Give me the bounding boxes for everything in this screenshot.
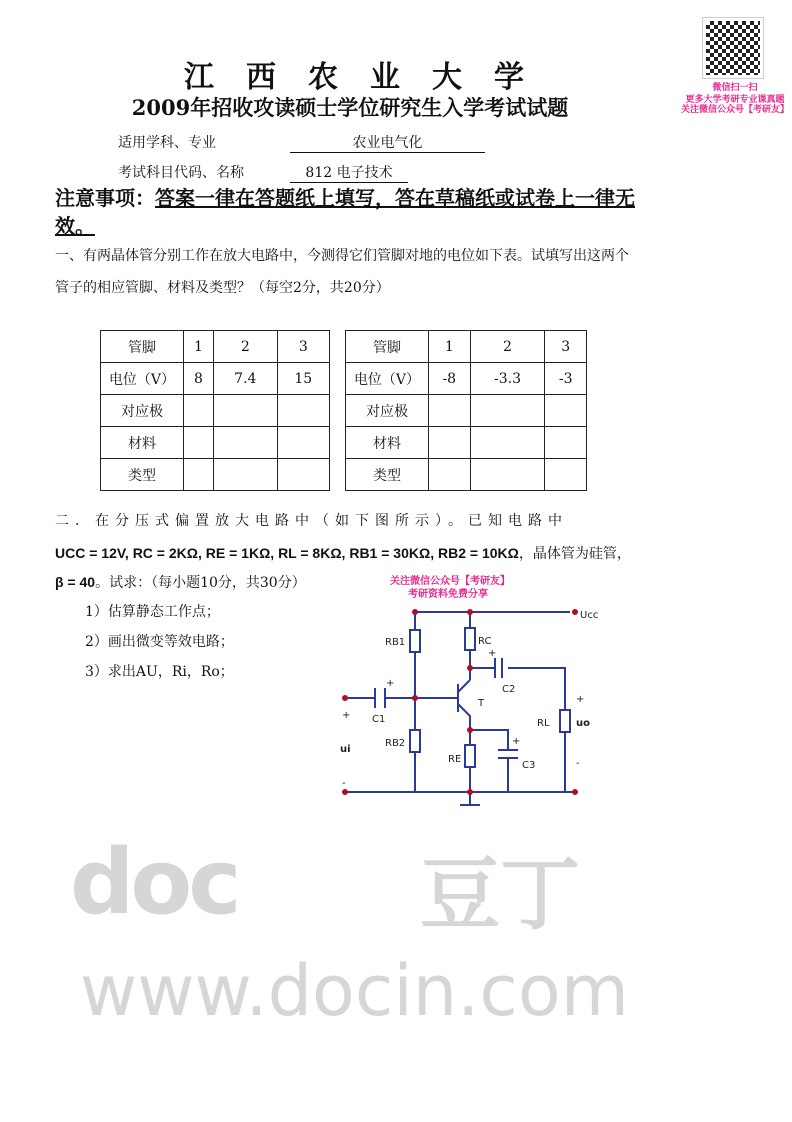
table-cell: 管脚 bbox=[346, 331, 429, 363]
label-ui: ui bbox=[340, 744, 351, 755]
resistor-rb1 bbox=[410, 630, 420, 652]
table-cell: 电位（V） bbox=[101, 363, 184, 395]
table-cell bbox=[545, 459, 587, 491]
label-c1-plus: + bbox=[386, 678, 395, 689]
watermark-logo: doc bbox=[70, 830, 238, 935]
label-c3: C3 bbox=[522, 760, 536, 771]
label-re: RE bbox=[448, 754, 462, 765]
label-c2: C2 bbox=[502, 684, 516, 695]
label-rb2: RB2 bbox=[385, 738, 406, 749]
table-cell: 类型 bbox=[101, 459, 184, 491]
label-rc: RC bbox=[478, 636, 492, 647]
label-t: T bbox=[478, 698, 485, 709]
q2-params: UCC = 12V, RC = 2KΩ, RE = 1KΩ, RL = 8KΩ, RB1 = 30KΩ, RB2 = 10KΩ bbox=[55, 545, 519, 561]
notice bbox=[55, 184, 645, 240]
table-row bbox=[346, 459, 587, 491]
q1-text: 一、有两晶体管分别工作在放大电路中，今测得它们管脚对地的电位如下表。试填写出这两个管子的相应管脚、材料及类型？（每空2分，共20分） bbox=[55, 248, 629, 296]
label-ucc: Ucc bbox=[580, 610, 599, 621]
subject-label: 适用学科、专业 bbox=[118, 135, 216, 151]
table-cell bbox=[470, 395, 545, 427]
label-in-plus: + bbox=[342, 710, 351, 721]
overlay-2: 考研资料免费分享 bbox=[408, 589, 488, 600]
notice-text: 答案一律在答题纸上填写，答在草稿纸或试卷上一律无效。 bbox=[55, 186, 635, 238]
watermark-mark: 豆丁 bbox=[420, 848, 580, 941]
table-cell bbox=[277, 395, 329, 427]
q2-item-1: 1）估算静态工作点； bbox=[85, 604, 220, 620]
notice-prefix: 注意事项： bbox=[55, 186, 155, 210]
table-row bbox=[346, 427, 587, 459]
qr-caption1: 微信扫一扫 bbox=[712, 83, 758, 93]
table-cell bbox=[214, 395, 278, 427]
code-value: 812 电子技术 bbox=[290, 162, 408, 183]
qr-caption2: 更多大学考研专业课真题 bbox=[685, 95, 785, 105]
table-cell: 管脚 bbox=[101, 331, 184, 363]
table-row bbox=[101, 427, 330, 459]
table-row bbox=[101, 331, 330, 363]
resistor-rl bbox=[560, 710, 570, 732]
table-cell: 电位（V） bbox=[346, 363, 429, 395]
table-row bbox=[346, 363, 587, 395]
table-row bbox=[346, 395, 587, 427]
table-cell: 1 bbox=[429, 331, 471, 363]
table-cell: -3 bbox=[545, 363, 587, 395]
table-cell: -8 bbox=[429, 363, 471, 395]
circuit-wires bbox=[345, 612, 575, 805]
resistor-rb2 bbox=[410, 730, 420, 752]
q2-line2-tail: ，晶体管为硅管， bbox=[518, 546, 631, 562]
q2-line3-text: 。试求：（每小题10分，共30分） bbox=[95, 575, 306, 591]
table-cell: 2 bbox=[470, 331, 545, 363]
resistor-re bbox=[465, 745, 475, 767]
table-cell: -3.3 bbox=[470, 363, 545, 395]
label-rl: RL bbox=[537, 718, 550, 729]
table-cell bbox=[184, 427, 214, 459]
table-cell: 2 bbox=[214, 331, 278, 363]
table-cell: 7.4 bbox=[214, 363, 278, 395]
label-c3-plus: + bbox=[512, 736, 521, 747]
table-cell: 3 bbox=[277, 331, 329, 363]
exam-subtitle: 2009年招收攻读硕士学位研究生入学考试试题 bbox=[131, 95, 569, 120]
label-out-plus: + bbox=[576, 694, 585, 705]
code-label: 考试科目代码、名称 bbox=[118, 165, 244, 181]
table-cell: 材料 bbox=[346, 427, 429, 459]
q2-item-2: 2）画出微变等效电路； bbox=[85, 634, 234, 650]
table-row bbox=[101, 459, 330, 491]
table-cell bbox=[470, 459, 545, 491]
table-cell: 3 bbox=[545, 331, 587, 363]
table-cell: 对应极 bbox=[346, 395, 429, 427]
table-cell bbox=[429, 459, 471, 491]
table-cell bbox=[470, 427, 545, 459]
label-uo: uo bbox=[576, 718, 590, 729]
table-cell bbox=[545, 395, 587, 427]
table-cell: 材料 bbox=[101, 427, 184, 459]
table-cell bbox=[184, 395, 214, 427]
resistor-rc bbox=[465, 628, 475, 650]
q2-line3 bbox=[55, 566, 306, 599]
table-cell bbox=[429, 427, 471, 459]
beta-eq: β = 40 bbox=[55, 574, 96, 590]
table-row bbox=[346, 331, 587, 363]
label-c1: C1 bbox=[372, 714, 386, 725]
subject-value: 农业电气化 bbox=[290, 132, 485, 153]
qr-caption3: 关注微信公众号【考研友】 bbox=[680, 105, 789, 115]
table-cell: 15 bbox=[277, 363, 329, 395]
table-cell: 8 bbox=[184, 363, 214, 395]
table-cell bbox=[277, 459, 329, 491]
table-cell bbox=[184, 459, 214, 491]
table-cell: 1 bbox=[184, 331, 214, 363]
table-row bbox=[101, 363, 330, 395]
label-in-minus: - bbox=[342, 778, 346, 789]
pin-table-1 bbox=[100, 330, 330, 491]
label-c2-plus: + bbox=[488, 648, 497, 659]
table-cell bbox=[545, 427, 587, 459]
university-title: 江西农业大学 bbox=[184, 60, 556, 95]
table-cell: 类型 bbox=[346, 459, 429, 491]
table-cell bbox=[214, 459, 278, 491]
amplifier-circuit bbox=[330, 600, 620, 820]
overlay-1: 关注微信公众号【考研友】 bbox=[390, 576, 510, 587]
table-cell bbox=[214, 427, 278, 459]
table-cell: 对应极 bbox=[101, 395, 184, 427]
pin-table-2 bbox=[345, 330, 587, 491]
q2-line1: 二．在分压式偏置放大电路中（如下图所示）。已知电路中 bbox=[55, 513, 568, 529]
table-row bbox=[101, 395, 330, 427]
label-rb1: RB1 bbox=[385, 637, 406, 648]
label-out-minus: - bbox=[576, 758, 580, 769]
watermark-url: www.docin.com bbox=[80, 950, 629, 1032]
table-cell bbox=[429, 395, 471, 427]
q2-item-3: 3）求出AU，Ri，Ro； bbox=[85, 664, 234, 680]
table-cell bbox=[277, 427, 329, 459]
